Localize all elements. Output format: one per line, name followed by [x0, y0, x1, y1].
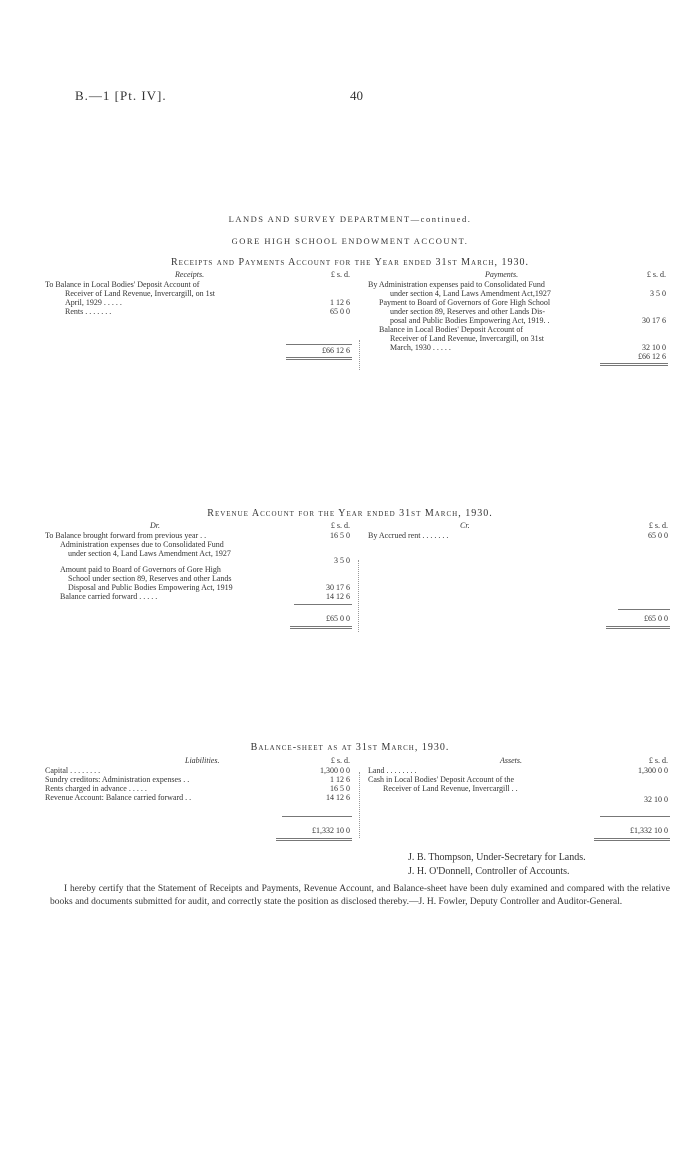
debit-line: To Balance brought forward from previous year . . [45, 531, 207, 540]
payments-total: £66 12 6 [638, 352, 666, 361]
double-rule [276, 838, 352, 839]
dr-heading: Dr. [150, 521, 161, 530]
lsd-heading: £ s. d. [330, 521, 350, 530]
double-rule [594, 838, 670, 839]
payments-heading: Payments. [485, 270, 519, 279]
liabilities-total: £1,332 10 0 [312, 826, 350, 835]
cr-heading: Cr. [460, 521, 470, 530]
receipts-payments-title: Receipts and Payments Account for the Year ended 31st March, 1930. [171, 257, 529, 268]
lsd-heading: £ s. d. [330, 270, 350, 279]
report-reference: B.—1 [Pt. IV]. [75, 88, 167, 103]
double-rule [594, 840, 670, 841]
receipt-line: Rents . . . . . . . [65, 307, 112, 316]
signature-block [408, 851, 586, 879]
payment-amount: 3 5 0 [650, 289, 666, 298]
liability-amount: 1 12 6 [330, 775, 350, 784]
debit-amount: 16 5 0 [330, 531, 350, 540]
receipt-line: To Balance in Local Bodies' Deposit Account of [45, 280, 200, 289]
page-number: 40 [350, 88, 363, 103]
assets-heading: Assets. [500, 756, 522, 765]
signature-line: J. B. Thompson, Under-Secretary for Lands. [408, 852, 586, 863]
asset-line: Land . . . . . . . . [368, 766, 417, 775]
liability-label: Rents charged in advance . . . . . [45, 784, 147, 793]
payment-line: March, 1930 . . . . . [390, 343, 451, 352]
payment-amount: 32 10 0 [642, 343, 666, 352]
payment-line: Balance in Local Bodies' Deposit Account of [379, 325, 524, 334]
payment-line: under section 4, Land Laws Amendment Act,1927 [390, 289, 551, 298]
credit-amount: 65 0 0 [648, 531, 668, 540]
assets-total: £1,332 10 0 [630, 826, 668, 835]
debits-total: £65 0 0 [326, 614, 350, 623]
audit-certificate: I hereby certify that the Statement of Receipts and Payments, Revenue Account, and Balance-sheet have been duly examined and compared with the relative books and documents submitted for audit, and correctly state the position as disclosed thereby.—J. H. Fowler, Deputy Controller and Auditor-General. [50, 884, 670, 907]
payment-line: Receiver of Land Revenue, Invercargill, on 31st [390, 334, 545, 343]
lsd-heading: £ s. d. [330, 756, 350, 765]
receipts-heading: Receipts. [175, 270, 205, 279]
liability-amount: 14 12 6 [326, 793, 350, 802]
rule [600, 816, 670, 817]
credits-total: £65 0 0 [644, 614, 668, 623]
account-title: GORE HIGH SCHOOL ENDOWMENT ACCOUNT. [231, 236, 469, 246]
debit-line: Balance carried forward . . . . . [60, 592, 158, 601]
liability-amount: 1,300 0 0 [320, 766, 350, 775]
column-divider [359, 772, 360, 838]
liabilities-heading: Liabilities. [185, 756, 220, 765]
payment-amount: 30 17 6 [642, 316, 666, 325]
liability-label: Capital . . . . . . . . [45, 766, 101, 775]
payment-line: under section 89, Reserves and other Lands Dis- [390, 307, 546, 316]
rule [282, 816, 352, 817]
revenue-account-title: Revenue Account for the Year ended 31st March, 1930. [207, 508, 493, 519]
debit-line: School under section 89, Reserves and other Lands [68, 574, 232, 583]
debit-line: under section 4, Land Laws Amendment Act, 1927 [68, 549, 231, 558]
receipt-amount: 1 12 6 [330, 298, 350, 307]
payment-line: By Administration expenses paid to Consolidated Fund [368, 280, 545, 289]
asset-line: Cash in Local Bodies' Deposit Account of the [368, 775, 515, 784]
lsd-heading: £ s. d. [648, 521, 668, 530]
receipt-amount: 65 0 0 [330, 307, 350, 316]
debit-amount: 30 17 6 [326, 583, 350, 592]
liability-amount: 16 5 0 [330, 784, 350, 793]
balance-sheet-title: Balance-sheet as at 31st March, 1930. [250, 742, 450, 753]
receipts-total: £66 12 6 [322, 346, 350, 355]
credit-line: By Accrued rent . . . . . . . [368, 531, 449, 540]
payment-line: Payment to Board of Governors of Gore High School [379, 298, 551, 307]
double-rule [276, 840, 352, 841]
asset-line: Receiver of Land Revenue, Invercargill . . [383, 784, 518, 793]
liability-label: Revenue Account: Balance carried forward . . [45, 793, 192, 802]
receipt-line: Receiver of Land Revenue, Invercargill, on 1st [65, 289, 216, 298]
lsd-heading: £ s. d. [648, 756, 668, 765]
receipt-line: April, 1929 . . . . . [65, 298, 122, 307]
payment-line: posal and Public Bodies Empowering Act, 1919. . [390, 316, 550, 325]
debit-amount: 3 5 0 [334, 556, 350, 565]
debit-line: Disposal and Public Bodies Empowering Act, 1919 [68, 583, 233, 592]
asset-amount: 1,300 0 0 [638, 766, 668, 775]
signature-line: J. H. O'Donnell, Controller of Accounts. [408, 866, 570, 877]
debit-line: Amount paid to Board of Governors of Gore High [60, 565, 221, 574]
asset-amount: 32 10 0 [644, 795, 668, 804]
liability-label: Sundry creditors: Administration expenses . . [45, 775, 190, 784]
debit-amount: 14 12 6 [326, 592, 350, 601]
department-title: LANDS AND SURVEY DEPARTMENT—continued. [228, 214, 472, 224]
lsd-heading: £ s. d. [646, 270, 666, 279]
debit-line: Administration expenses due to Consolidated Fund [60, 540, 224, 549]
